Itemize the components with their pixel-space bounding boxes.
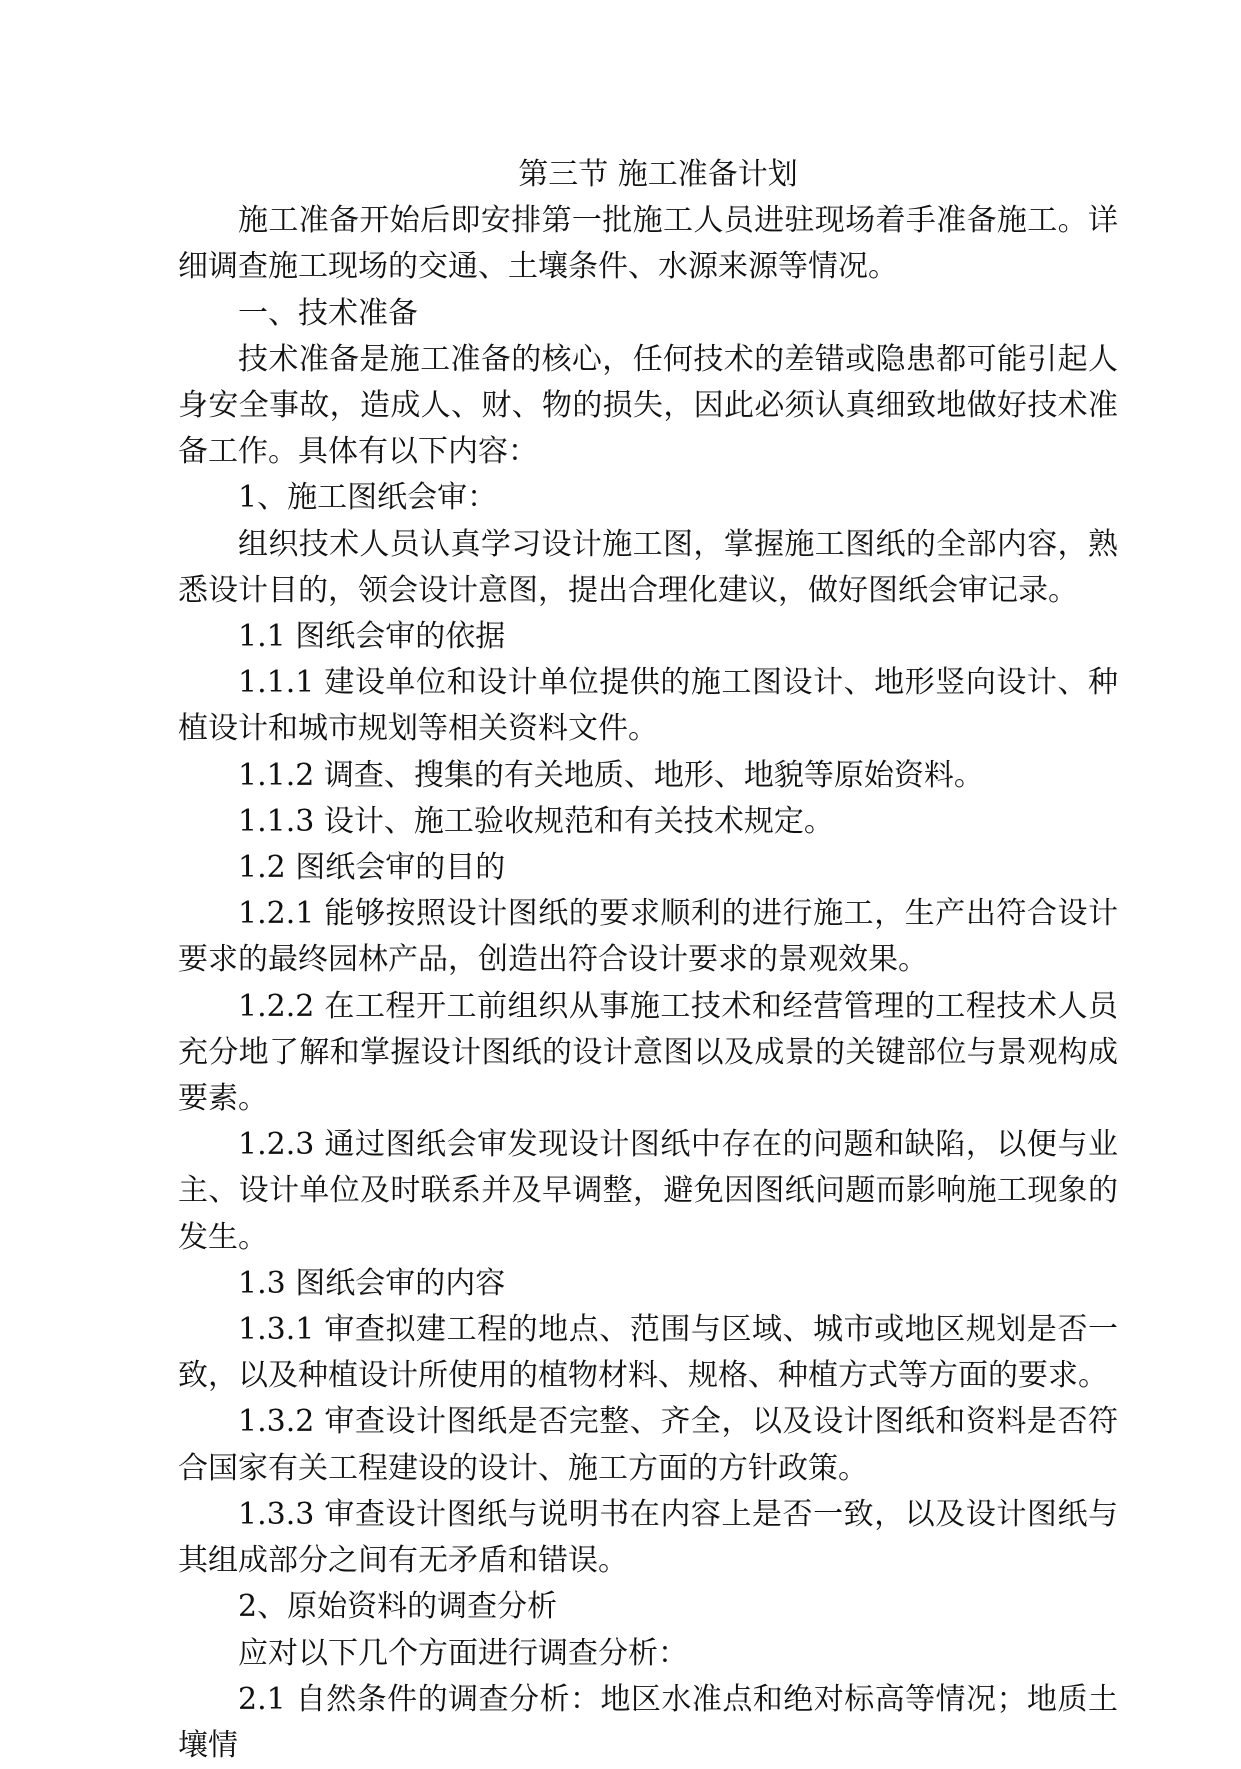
clause-1-2-3: 1.2.3 通过图纸会审发现设计图纸中存在的问题和缺陷，以便与业主、设计单位及时联系并及早调整，避免因图纸问题而影响施工现象的发生。 xyxy=(178,1127,1118,1255)
clause-1-2-2: 1.2.2 在工程开工前组织从事施工技术和经营管理的工程技术人员充分地了解和掌握设计图纸的设计意图以及成景的关键部位与景观构成要素。 xyxy=(178,988,1118,1117)
heading-drawing-review: 1、施工图纸会审： xyxy=(238,480,498,516)
clause-1-3-1: 1.3.1 审查拟建工程的地点、范围与区域、城市或地区规划是否一致，以及种植设计所使用的植物材料、规格、种植方式等方面的要求。 xyxy=(178,1312,1118,1394)
clause-1-3-3: 1.3.3 审查设计图纸与说明书在内容上是否一致，以及设计图纸与其组成部分之间有无矛盾和错误。 xyxy=(178,1496,1118,1579)
heading-review-content: 1.3 图纸会审的内容 xyxy=(238,1265,506,1301)
heading-source-data-analysis: 2、原始资料的调查分析 xyxy=(238,1589,558,1625)
intro-paragraph: 施工准备开始后即安排第一批施工人员进驻现场着手准备施工。详细调查施工现场的交通、土壤条件、水源来源等情况。 xyxy=(178,203,1118,285)
clause-1-3-2: 1.3.2 审查设计图纸是否完整、齐全，以及设计图纸和资料是否符合国家有关工程建设的设计、施工方面的方针政策。 xyxy=(178,1404,1118,1486)
heading-review-purpose: 1.2 图纸会审的目的 xyxy=(238,850,506,886)
clause-2-1: 2.1 自然条件的调查分析：地区水准点和绝对标高等情况；地质土壤情 xyxy=(178,1681,1118,1763)
clause-1-1-3: 1.1.3 设计、施工验收规范和有关技术规定。 xyxy=(238,803,834,839)
drawing-review-paragraph: 组织技术人员认真学习设计施工图，掌握施工图纸的全部内容，熟悉设计目的，领会设计意图，提出合理化建议，做好图纸会审记录。 xyxy=(178,526,1118,608)
source-data-intro: 应对以下几个方面进行调查分析： xyxy=(238,1635,688,1671)
heading-technical-preparation: 一、技术准备 xyxy=(238,295,418,331)
clause-1-1-2: 1.1.2 调查、搜集的有关地质、地形、地貌等原始资料。 xyxy=(238,757,984,793)
document-body xyxy=(178,152,1118,1769)
heading-review-basis: 1.1 图纸会审的依据 xyxy=(238,619,506,655)
clause-1-2-1: 1.2.1 能够按照设计图纸的要求顺利的进行施工，生产出符合设计要求的最终园林产品，创造出符合设计要求的景观效果。 xyxy=(178,896,1118,978)
section-title: 第三节 施工准备计划 xyxy=(518,157,798,192)
clause-1-1-1: 1.1.1 建设单位和设计单位提供的施工图设计、地形竖向设计、种植设计和城市规划等相关资料文件。 xyxy=(178,665,1118,747)
technical-preparation-paragraph: 技术准备是施工准备的核心，任何技术的差错或隐患都可能引起人身安全事故，造成人、财、物的损失，因此必须认真细致地做好技术准备工作。具体有以下内容： xyxy=(178,341,1118,470)
